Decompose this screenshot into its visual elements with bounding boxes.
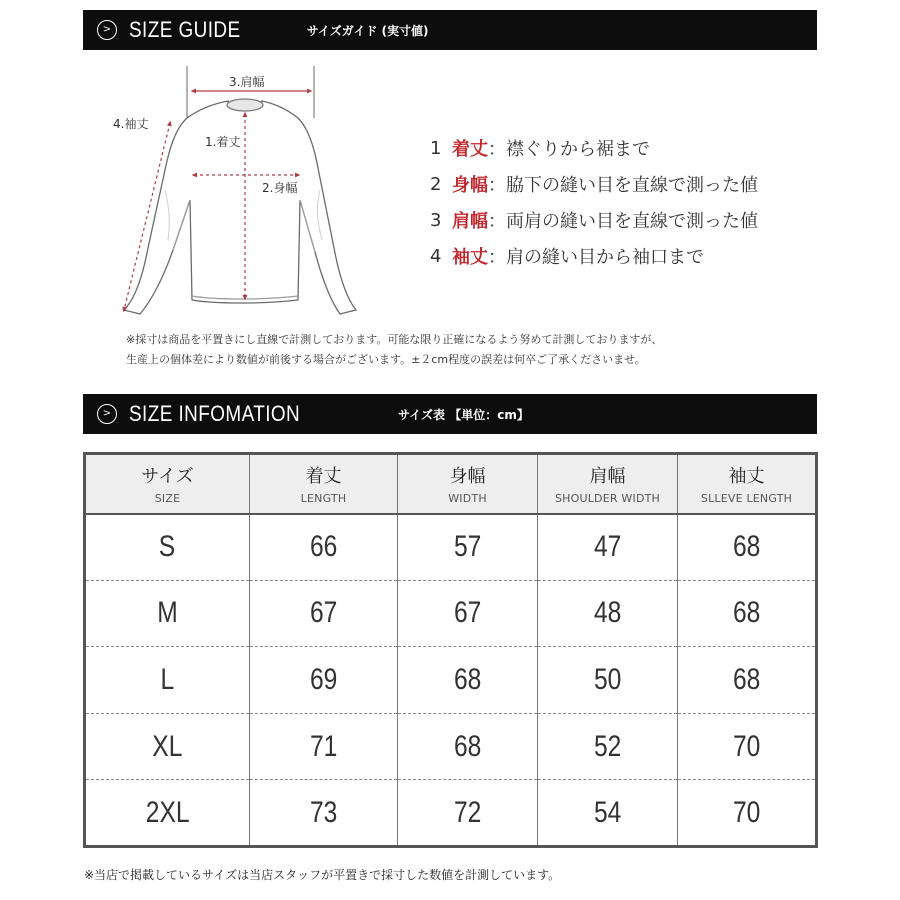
- length-label: 1.着丈: [205, 135, 241, 149]
- legend-row-length: [430, 130, 758, 166]
- legend-row-sleeve: [430, 238, 758, 274]
- table-cell: 70: [678, 713, 817, 780]
- measurement-legend: [430, 130, 758, 274]
- shirt-measurement-diagram: [100, 58, 375, 320]
- header-shoulder-width: 肩幅 SHOULDER WIDTH: [538, 454, 678, 514]
- size-info-subtitle: サイズ表 【単位：cm】: [397, 407, 529, 422]
- size-guide-title: SIZE GUIDE: [129, 17, 241, 42]
- legend-description: ：襟ぐりから裾まで: [488, 139, 650, 160]
- legend-term: 着丈: [452, 139, 488, 160]
- table-cell: 68: [678, 580, 817, 647]
- table-cell: L: [85, 647, 250, 714]
- legend-number: 3: [430, 209, 442, 231]
- table-row: [85, 647, 817, 714]
- measurement-note-line: ※採寸は商品を平置きにし直線で計測しております。可能な限り正確になるよう努めて計測しておりますが、: [126, 333, 663, 346]
- size-info-banner: [83, 394, 817, 434]
- size-guide-banner: [83, 10, 817, 50]
- table-cell: 72: [398, 780, 538, 847]
- header-size: サイズ SIZE: [85, 454, 250, 514]
- table-cell: 50: [538, 647, 678, 714]
- legend-term: 身幅: [452, 175, 488, 196]
- table-cell: 52: [538, 713, 678, 780]
- chevron-right-circle-icon: >: [97, 20, 117, 40]
- table-cell: 67: [250, 580, 398, 647]
- table-header-row: [85, 454, 817, 514]
- table-row: [85, 713, 817, 780]
- table-row: [85, 780, 817, 847]
- table-cell: 47: [538, 514, 678, 581]
- sleeve-label: 4.袖丈: [113, 117, 149, 131]
- header-sleeve-length: 袖丈 SLLEVE LENGTH: [678, 454, 817, 514]
- table-cell: 69: [250, 647, 398, 714]
- legend-description: ：肩の縫い目から袖口まで: [488, 247, 704, 268]
- width-label: 2.身幅: [262, 181, 298, 195]
- legend-number: 1: [430, 137, 442, 159]
- table-cell: 68: [678, 647, 817, 714]
- size-info-title: SIZE INFOMATION: [129, 401, 301, 426]
- legend-description: ：両肩の縫い目を直線で測った値: [488, 211, 758, 232]
- legend-row-width: [430, 166, 758, 202]
- table-cell: 66: [250, 514, 398, 581]
- table-row: [85, 514, 817, 581]
- table-row: [85, 580, 817, 647]
- legend-number: 4: [430, 245, 442, 267]
- header-width: 身幅 WIDTH: [398, 454, 538, 514]
- measurement-note: [126, 330, 662, 370]
- table-cell: 73: [250, 780, 398, 847]
- table-cell: 68: [398, 713, 538, 780]
- measurement-note-line: 生産上の個体差により数値が前後する場合がございます。±２cm程度の誤差は何卒ご了承くださいませ。: [126, 353, 646, 366]
- legend-term: 肩幅: [452, 211, 488, 232]
- legend-description: ：脇下の縫い目を直線で測った値: [488, 175, 758, 196]
- table-cell: 68: [398, 647, 538, 714]
- table-cell: 68: [678, 514, 817, 581]
- legend-number: 2: [430, 173, 442, 195]
- legend-row-shoulder: [430, 202, 758, 238]
- table-cell: 67: [398, 580, 538, 647]
- chevron-right-circle-icon: >: [97, 404, 117, 424]
- footer-note: ※当店で掲載しているサイズは当店スタッフが平置きで採寸した数値を計測しています。: [84, 868, 561, 882]
- table-cell: S: [85, 514, 250, 581]
- long-sleeve-shirt-outline: [124, 99, 356, 314]
- table-cell: 57: [398, 514, 538, 581]
- shoulder-label: 3.肩幅: [229, 75, 265, 89]
- legend-term: 袖丈: [452, 247, 488, 268]
- header-length: 着丈 LENGTH: [250, 454, 398, 514]
- table-cell: 48: [538, 580, 678, 647]
- table-cell: XL: [85, 713, 250, 780]
- table-cell: 71: [250, 713, 398, 780]
- table-cell: M: [85, 580, 250, 647]
- table-cell: 54: [538, 780, 678, 847]
- table-cell: 2XL: [85, 780, 250, 847]
- size-guide-subtitle: サイズガイド (実寸値): [306, 23, 429, 38]
- size-table: [83, 452, 818, 848]
- table-cell: 70: [678, 780, 817, 847]
